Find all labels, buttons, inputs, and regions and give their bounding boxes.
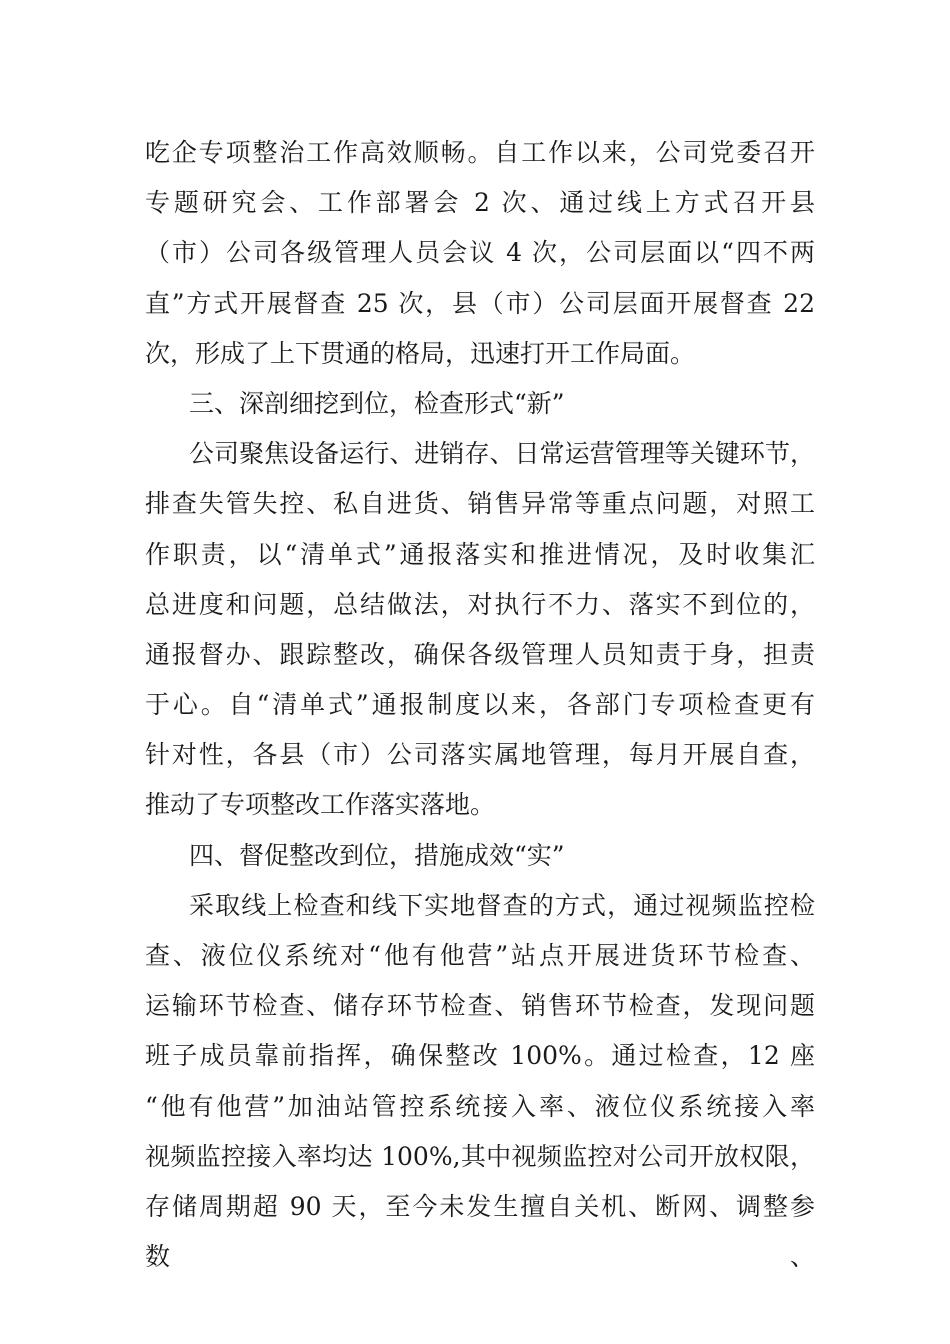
- text-line: 班子成员靠前指挥，确保整改 100%。通过检查，12 座: [145, 1041, 815, 1071]
- text-line: 存储周期超 90 天，至今未发生擅自关机、断网、调整参数、: [145, 1191, 815, 1272]
- text-line: 吃企专项整治工作高效顺畅。自工作以来，公司党委召开: [145, 138, 815, 167]
- text-line: 次，形成了上下贯通的格局，迅速打开工作局面。: [145, 338, 696, 368]
- text-line: 于心。自“清单式”通报制度以来，各部门专项检查更有: [145, 690, 815, 720]
- body-text: [145, 128, 815, 1272]
- text-line: 运输环节检查、储存环节检查、销售环节检查，发现问题: [145, 991, 815, 1021]
- text-line: 总进度和问题，总结做法，对执行不力、落实不到位的，: [145, 589, 815, 619]
- text-line: 作职责，以“清单式”通报落实和推进情况，及时收集汇: [145, 539, 815, 569]
- section-heading: 三、深剖细挖到位，检查形式“新”: [189, 388, 565, 418]
- text-line: 直”方式开展督查 25 次，县（市）公司层面开展督查 22: [145, 288, 815, 318]
- text-line: 通报督办、跟踪整改，确保各级管理人员知责于身，担责: [145, 639, 815, 669]
- text-line: （市）公司各级管理人员会议 4 次，公司层面以“四不两: [145, 238, 815, 268]
- text-line: “他有他营”加油站管控系统接入率、液位仪系统接入率: [145, 1091, 815, 1121]
- text-line: 采取线上检查和线下实地督查的方式，通过视频监控检: [189, 890, 815, 920]
- text-line: 针对性，各县（市）公司落实属地管理，每月开展自查，: [145, 740, 815, 770]
- text-line: 公司聚焦设备运行、进销存、日常运营管理等关键环节，: [189, 439, 815, 469]
- section-heading: 四、督促整改到位，措施成效“实”: [189, 840, 565, 870]
- text-line: 视频监控接入率均达 100%,其中视频监控对公司开放权限，: [145, 1141, 815, 1171]
- text-line: 排查失管失控、私自进货、销售异常等重点问题，对照工: [145, 489, 815, 519]
- text-line: 专题研究会、工作部署会 2 次、通过线上方式召开县: [145, 188, 815, 218]
- text-line: 推动了专项整改工作落实落地。: [145, 790, 496, 820]
- text-line: 查、液位仪系统对“他有他营”站点开展进货环节检查、: [145, 941, 815, 970]
